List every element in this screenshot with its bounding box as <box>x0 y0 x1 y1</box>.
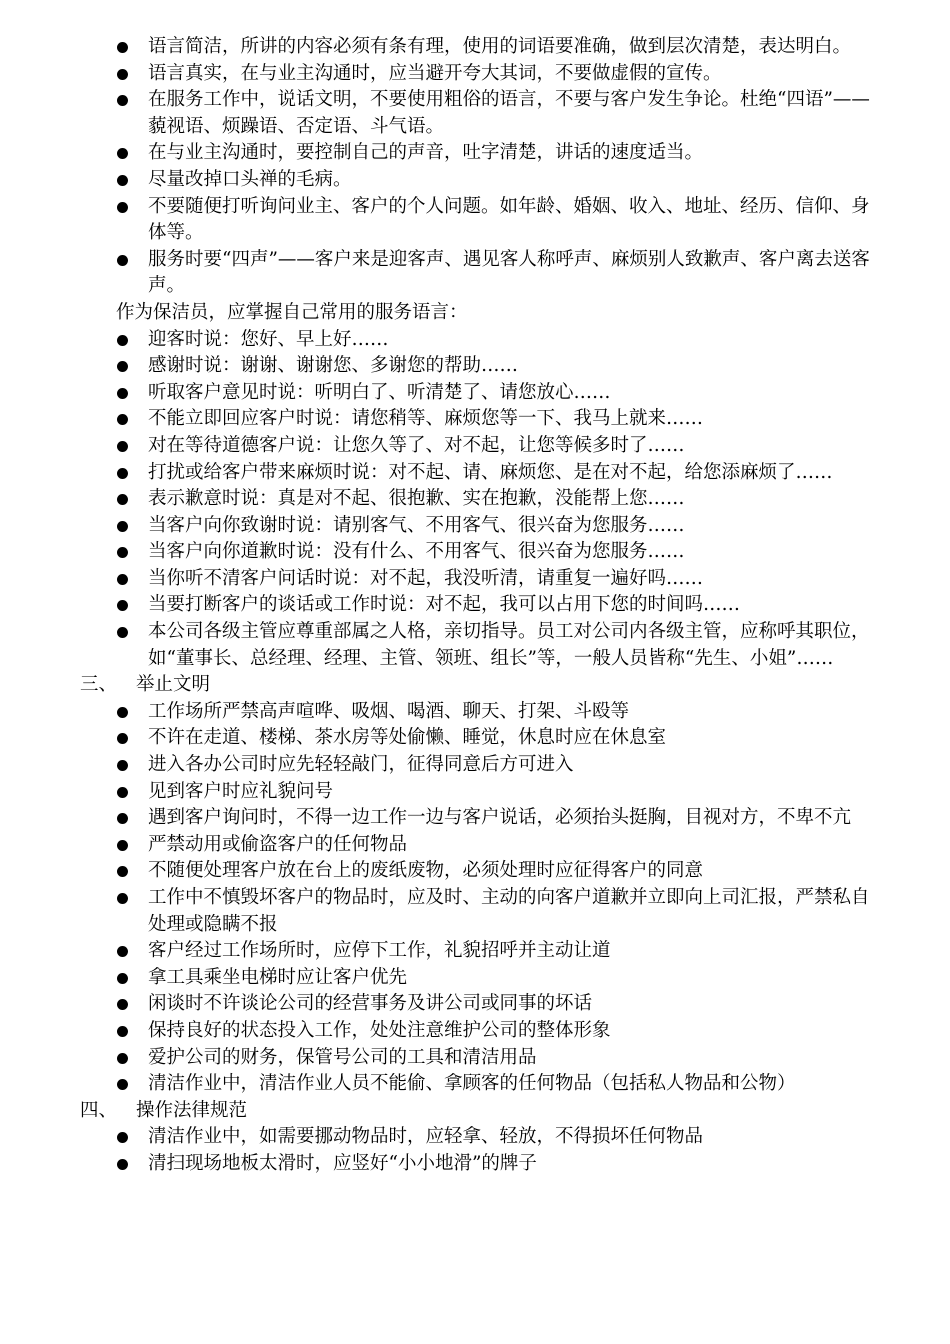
section-number: 三、 <box>80 674 118 696</box>
list-item: 当你听不清客户问话时说：对不起，我没听清，请重复一遍好吗…… <box>80 566 880 593</box>
bullet-list-speech <box>80 34 880 300</box>
section-title: 举止文明 <box>136 674 211 696</box>
bullet-list-conduct <box>80 699 880 1098</box>
list-item: 本公司各级主管应尊重部属之人格，亲切指导。员工对公司内各级主管，应称呼其职位，如“董事长、总经理、经理、主管、领班、组长”等，一般人员皆称“先生、小姐”…… <box>80 619 880 672</box>
list-item: 清洁作业中，如需要挪动物品时，应轻拿、轻放，不得损坏任何物品 <box>80 1124 880 1151</box>
list-item: 清洁作业中，清洁作业人员不能偷、拿顾客的任何物品（包括私人物品和公物） <box>80 1071 880 1098</box>
list-item: 对在等待道德客户说：让您久等了、对不起，让您等候多时了…… <box>80 433 880 460</box>
list-item: 爱护公司的财务，保管号公司的工具和清洁用品 <box>80 1045 880 1072</box>
list-item: 服务时要“四声”——客户来是迎客声、遇见客人称呼声、麻烦别人致歉声、客户离去送客声。 <box>80 247 880 300</box>
list-item: 遇到客户询问时，不得一边工作一边与客户说话，必须抬头挺胸，目视对方，不卑不亢 <box>80 805 880 832</box>
list-item: 在与业主沟通时，要控制自己的声音，吐字清楚，讲话的速度适当。 <box>80 140 880 167</box>
section-heading-3 <box>80 672 880 699</box>
list-item: 尽量改掉口头禅的毛病。 <box>80 167 880 194</box>
list-item: 当客户向你道歉时说：没有什么、不用客气、很兴奋为您服务…… <box>80 539 880 566</box>
list-item: 严禁动用或偷盗客户的任何物品 <box>80 832 880 859</box>
list-item: 进入各办公司时应先轻轻敲门，征得同意后方可进入 <box>80 752 880 779</box>
list-item: 打扰或给客户带来麻烦时说：对不起、请、麻烦您、是在对不起，给您添麻烦了…… <box>80 460 880 487</box>
section-heading-4 <box>80 1098 880 1125</box>
list-item: 闲谈时不许谈论公司的经营事务及讲公司或同事的坏话 <box>80 991 880 1018</box>
list-item: 当客户向你致谢时说：请别客气、不用客气、很兴奋为您服务…… <box>80 513 880 540</box>
intro-paragraph: 作为保洁员，应掌握自己常用的服务语言： <box>116 301 468 323</box>
list-item: 清扫现场地板太滑时，应竖好“小小地滑”的牌子 <box>80 1151 880 1178</box>
list-item: 不要随便打听询问业主、客户的个人问题。如年龄、婚姻、收入、地址、经历、信仰、身体等。 <box>80 194 880 247</box>
list-item: 见到客户时应礼貌问号 <box>80 779 880 806</box>
list-item: 语言真实，在与业主沟通时，应当避开夸大其词，不要做虚假的宣传。 <box>80 61 880 88</box>
list-item: 听取客户意见时说：听明白了、听清楚了、请您放心…… <box>80 380 880 407</box>
list-item: 感谢时说：谢谢、谢谢您、多谢您的帮助…… <box>80 353 880 380</box>
list-item: 语言简洁，所讲的内容必须有条有理，使用的词语要准确，做到层次清楚，表达明白。 <box>80 34 880 61</box>
list-item: 保持良好的状态投入工作，处处注意维护公司的整体形象 <box>80 1018 880 1045</box>
list-item: 客户经过工作场所时，应停下工作，礼貌招呼并主动让道 <box>80 938 880 965</box>
list-item: 不随便处理客户放在台上的废纸废物，必须处理时应征得客户的同意 <box>80 858 880 885</box>
section-number: 四、 <box>80 1099 118 1121</box>
list-item: 工作中不慎毁坏客户的物品时，应及时、主动的向客户道歉并立即向上司汇报，严禁私自处理或隐瞒不报 <box>80 885 880 938</box>
list-item: 表示歉意时说：真是对不起、很抱歉、实在抱歉，没能帮上您…… <box>80 486 880 513</box>
bullet-list-phrases <box>80 327 880 673</box>
bullet-list-operation <box>80 1124 880 1177</box>
list-item: 拿工具乘坐电梯时应让客户优先 <box>80 965 880 992</box>
list-item: 不许在走道、楼梯、茶水房等处偷懒、睡觉，休息时应在休息室 <box>80 725 880 752</box>
list-item: 不能立即回应客户时说：请您稍等、麻烦您等一下、我马上就来…… <box>80 406 880 433</box>
list-item: 在服务工作中，说话文明，不要使用粗俗的语言，不要与客户发生争论。杜绝“四语”——藐视语、烦躁语、否定语、斗气语。 <box>80 87 880 140</box>
list-item: 当要打断客户的谈话或工作时说：对不起，我可以占用下您的时间吗…… <box>80 592 880 619</box>
list-item: 工作场所严禁高声喧哗、吸烟、喝酒、聊天、打架、斗殴等 <box>80 699 880 726</box>
list-item: 迎客时说：您好、早上好…… <box>80 327 880 354</box>
section-title: 操作法律规范 <box>136 1099 248 1121</box>
